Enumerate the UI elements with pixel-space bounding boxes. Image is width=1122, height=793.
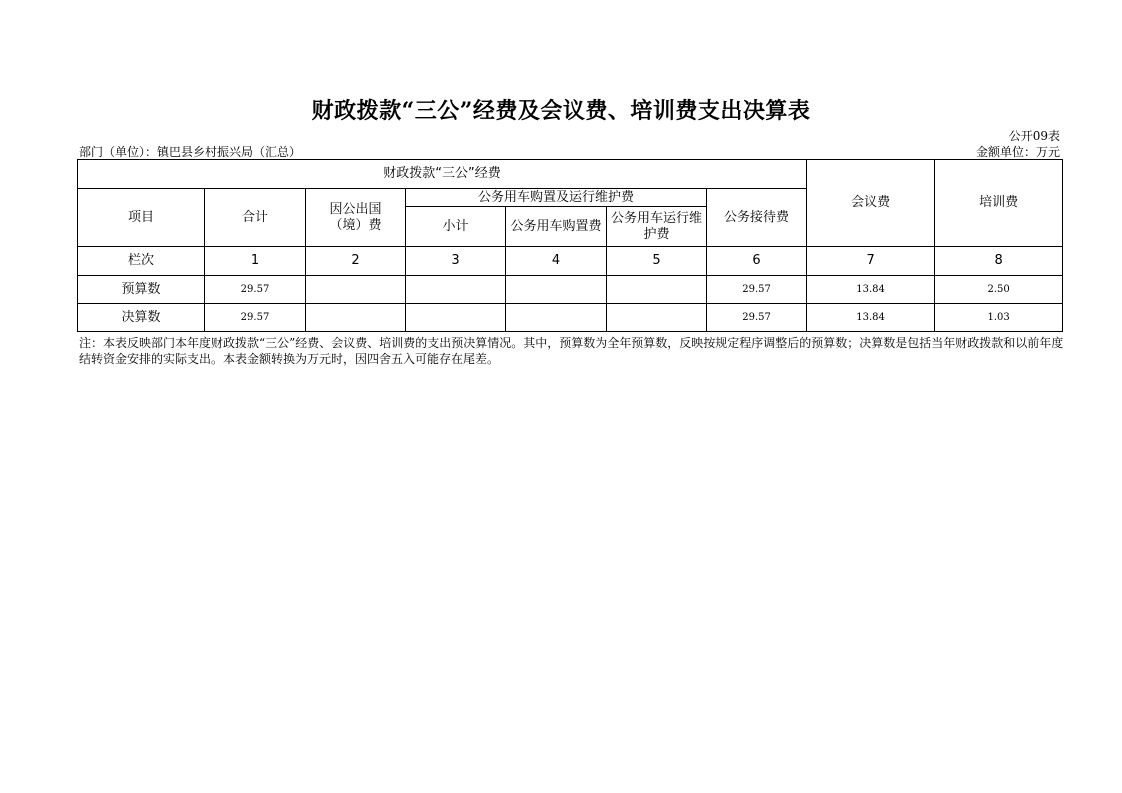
cell-meeting: 13.84 xyxy=(807,304,935,332)
department-label: 部门（单位）：镇巴县乡村振兴局（汇总） xyxy=(79,145,302,159)
index-col: 8 xyxy=(935,247,1063,276)
form-code: 公开09表 xyxy=(1008,129,1060,143)
cell-meeting: 13.84 xyxy=(807,276,935,304)
header-training: 培训费 xyxy=(935,160,1063,247)
index-col: 3 xyxy=(406,247,506,276)
unit-label: 金额单位：万元 xyxy=(975,145,1060,159)
cell-reception: 29.57 xyxy=(707,304,807,332)
header-travel-abroad-line2: （境）费 xyxy=(329,217,382,233)
cell-subtotal xyxy=(406,304,506,332)
index-label: 栏次 xyxy=(78,247,205,276)
header-travel-abroad-line1: 因公出国 xyxy=(329,201,382,217)
cell-total: 29.57 xyxy=(205,276,306,304)
header-travel-abroad xyxy=(306,189,406,247)
header-san-gong: 财政拨款“三公”经费 xyxy=(78,160,807,189)
cell-vehicle-operation xyxy=(607,276,707,304)
cell-training: 1.03 xyxy=(935,304,1063,332)
expenditure-table xyxy=(77,159,1063,332)
cell-vehicle-purchase xyxy=(506,276,607,304)
index-row xyxy=(78,247,1063,276)
cell-travel-abroad xyxy=(306,276,406,304)
header-vehicle-purchase: 公务用车购置费 xyxy=(506,207,607,247)
header-subtotal: 小计 xyxy=(406,207,506,247)
header-vehicle-group: 公务用车购置及运行维护费 xyxy=(406,189,707,207)
index-col: 2 xyxy=(306,247,406,276)
index-col: 7 xyxy=(807,247,935,276)
cell-subtotal xyxy=(406,276,506,304)
index-col: 5 xyxy=(607,247,707,276)
cell-vehicle-operation xyxy=(607,304,707,332)
header-vehicle-operation: 公务用车运行维护费 xyxy=(607,207,707,247)
row-label: 决算数 xyxy=(78,304,205,332)
footnote: 注：本表反映部门本年度财政拨款“三公”经费、会议费、培训费的支出预决算情况。其中，预算数为全年预算数，反映按规定程序调整后的预算数；决算数是包括当年财政拨款和以前年度结转资金安排的实际支出。本表金额转换为万元时，因四舍五入可能存在尾差。 xyxy=(79,336,1064,366)
actual-row xyxy=(78,304,1063,332)
header-total: 合计 xyxy=(205,189,306,247)
header-item: 项目 xyxy=(78,189,205,247)
report-title: 财政拨款“三公”经费及会议费、培训费支出决算表 xyxy=(311,98,811,124)
cell-total: 29.57 xyxy=(205,304,306,332)
header-reception: 公务接待费 xyxy=(707,189,807,247)
budget-row xyxy=(78,276,1063,304)
header-meeting: 会议费 xyxy=(807,160,935,247)
index-col: 1 xyxy=(205,247,306,276)
index-col: 6 xyxy=(707,247,807,276)
index-col: 4 xyxy=(506,247,607,276)
header-row-1 xyxy=(78,160,1063,189)
row-label: 预算数 xyxy=(78,276,205,304)
cell-training: 2.50 xyxy=(935,276,1063,304)
cell-travel-abroad xyxy=(306,304,406,332)
cell-vehicle-purchase xyxy=(506,304,607,332)
cell-reception: 29.57 xyxy=(707,276,807,304)
